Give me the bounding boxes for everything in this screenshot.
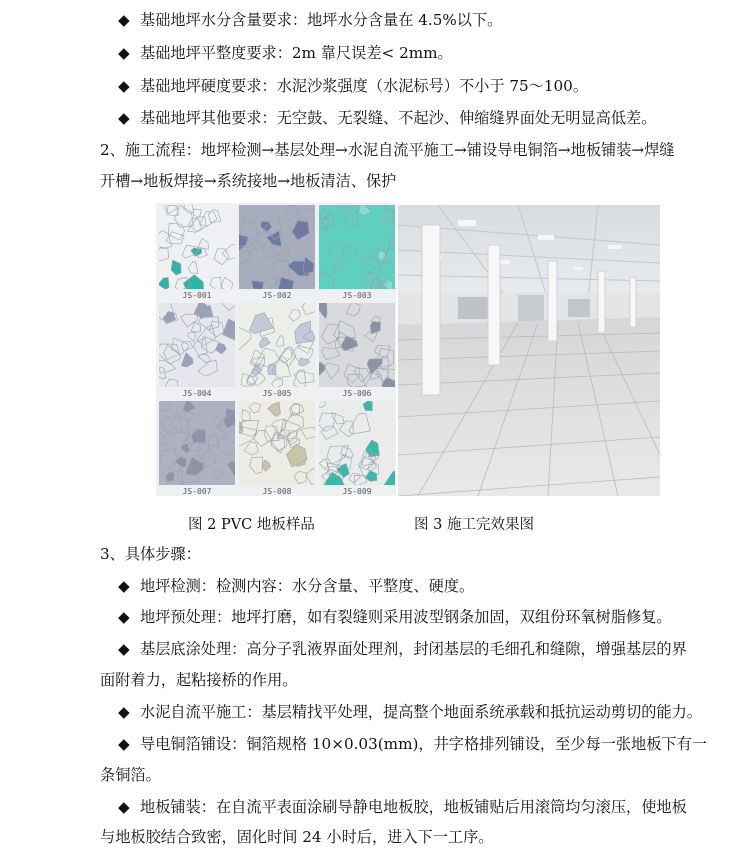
diamond-bullet-icon: ◆ bbox=[118, 77, 130, 95]
pvc-sample-label: JS-009 bbox=[342, 487, 372, 496]
pvc-sample-label: JS-003 bbox=[342, 291, 372, 300]
pvc-sample-label: JS-007 bbox=[182, 487, 212, 496]
section-title: 3、具体步骤： bbox=[100, 545, 201, 563]
pvc-sample-tile bbox=[319, 401, 395, 485]
diamond-bullet-icon: ◆ bbox=[118, 798, 130, 816]
bullet-line: ◆ 基础地坪水分含量要求：地坪水分含量在 4.5%以下。 bbox=[118, 11, 503, 29]
pvc-sample-label: JS-004 bbox=[182, 389, 212, 398]
pvc-sample-tile bbox=[319, 303, 395, 387]
continuation-line: 与地板胶结合致密，固化时间 24 小时后，进入下一工序。 bbox=[100, 828, 494, 846]
pvc-sample-label: JS-001 bbox=[182, 291, 212, 300]
continuation-line: 条铜箔。 bbox=[100, 766, 161, 784]
diamond-bullet-icon: ◆ bbox=[118, 109, 130, 127]
diamond-bullet-icon: ◆ bbox=[118, 44, 130, 62]
diamond-bullet-icon: ◆ bbox=[118, 608, 130, 626]
pvc-sample-tile bbox=[239, 303, 315, 387]
continuation-line: 面附着力，起粘接桥的作用。 bbox=[100, 671, 298, 689]
diamond-bullet-icon: ◆ bbox=[118, 11, 130, 29]
pvc-sample-label: JS-006 bbox=[342, 389, 372, 398]
caption-finished-room: 图 3 施工完效果图 bbox=[414, 517, 534, 533]
finished-room-photo bbox=[398, 205, 660, 496]
diamond-bullet-icon: ◆ bbox=[118, 735, 130, 753]
bullet-line: ◆ 基础地坪平整度要求：2m 靠尺误差< 2mm。 bbox=[118, 44, 453, 62]
pvc-sample-tile bbox=[239, 205, 315, 289]
pvc-sample-tile bbox=[319, 205, 395, 289]
diamond-bullet-icon: ◆ bbox=[118, 703, 130, 721]
diamond-bullet-icon: ◆ bbox=[118, 640, 130, 658]
pvc-sample-tile bbox=[159, 205, 235, 289]
pvc-sample-tile bbox=[159, 303, 235, 387]
process-line-1: 2、施工流程：地坪检测→基层处理→水泥自流平施工→铺设导电铜箔→地板铺装→焊缝 bbox=[100, 141, 675, 159]
pvc-samples-image bbox=[156, 203, 396, 496]
pvc-sample-label: JS-008 bbox=[262, 487, 292, 496]
caption-pvc-samples: 图 2 PVC 地板样品 bbox=[188, 517, 315, 533]
bullet-line: ◆ 地坪预处理：地坪打磨，如有裂缝则采用波型钢条加固，双组份环氧树脂修复。 bbox=[118, 608, 672, 626]
bullet-line: ◆ 基层底涂处理：高分子乳液界面处理剂，封闭基层的毛细孔和缝隙，增强基层的界 bbox=[118, 640, 687, 658]
bullet-line: ◆ 基础地坪其他要求：无空鼓、无裂缝、不起沙、伸缩缝界面处无明显高低差。 bbox=[118, 109, 657, 127]
pvc-sample-label: JS-002 bbox=[262, 291, 292, 300]
bullet-line: ◆ 导电铜箔铺设：铜箔规格 10×0.03(mm)，井字格排列铺设，至少每一张地板下有一 bbox=[118, 735, 707, 753]
pvc-sample-tile bbox=[159, 401, 235, 485]
bullet-line: ◆ 地坪检测：检测内容：水分含量、平整度、硬度。 bbox=[118, 577, 475, 595]
diamond-bullet-icon: ◆ bbox=[118, 577, 130, 595]
process-line-2: 开槽→地板焊接→系统接地→地板清洁、保护 bbox=[100, 172, 397, 190]
pvc-sample-tile bbox=[239, 401, 315, 485]
bullet-line: ◆ 水泥自流平施工：基层精找平处理，提高整个地面系统承载和抵抗运动剪切的能力。 bbox=[118, 703, 702, 721]
bullet-line: ◆ 基础地坪硬度要求：水泥沙浆强度（水泥标号）不小于 75～100。 bbox=[118, 77, 589, 95]
bullet-line: ◆ 地板铺装：在自流平表面涂刷导静电地板胶，地板铺贴后用滚筒均匀滚压，使地板 bbox=[118, 798, 687, 816]
pvc-sample-label: JS-005 bbox=[262, 389, 292, 398]
